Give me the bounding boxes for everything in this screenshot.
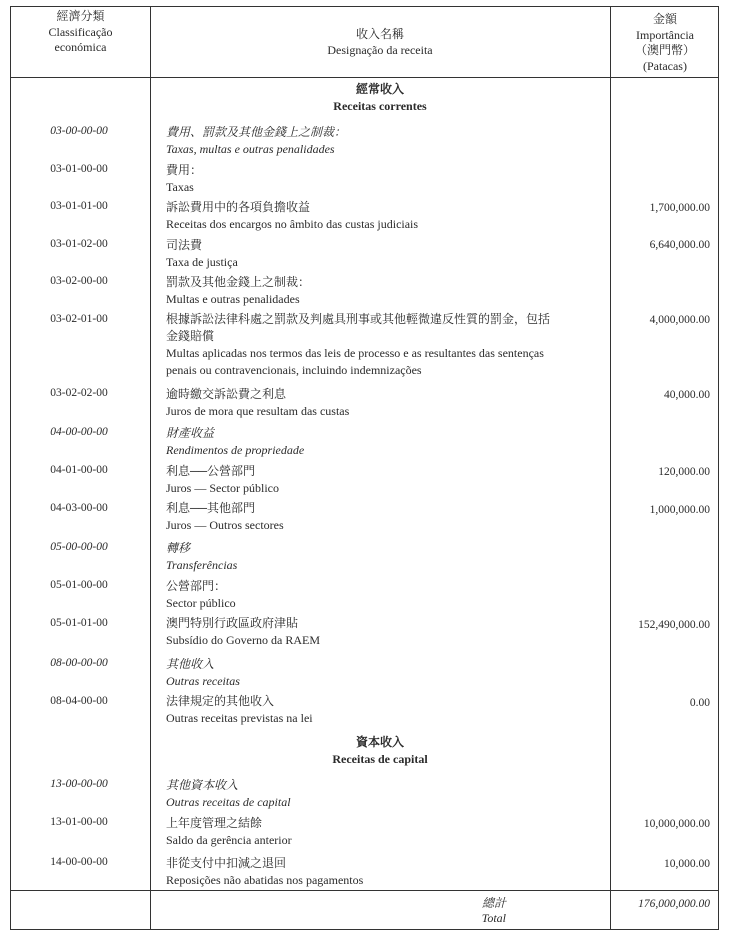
row-code: 05-01-00-00 <box>50 579 108 591</box>
designation-pt: Outras receitas <box>166 674 240 688</box>
row-code: 04-03-00-00 <box>50 502 108 514</box>
total-divider <box>11 890 718 891</box>
section-current-revenue <box>150 81 610 115</box>
row-amount: 10,000,000.00 <box>643 818 710 830</box>
designation-zh: 財產收益 <box>166 426 215 440</box>
section-title-zh: 經常收入 <box>355 82 404 96</box>
designation-zh: 利息──其他部門 <box>166 501 256 515</box>
row-amount: 40,000.00 <box>664 389 710 401</box>
header-designation-zh: 收入名稱 <box>355 27 404 41</box>
row-designation <box>166 124 596 158</box>
designation-zh: 司法費 <box>166 238 203 252</box>
header-amount-unit-zh: （澳門幣） <box>634 43 695 57</box>
header-designation <box>150 27 610 58</box>
row-designation <box>166 500 596 534</box>
row-designation <box>166 855 596 889</box>
row-designation <box>166 815 596 849</box>
row-code: 14-00-00-00 <box>50 856 108 868</box>
row-designation <box>166 386 596 420</box>
designation-zh: 非從支付中扣減之退回 <box>166 856 287 870</box>
row-designation <box>166 199 596 233</box>
column-divider <box>150 7 151 929</box>
row-code: 03-01-01-00 <box>50 200 108 212</box>
revenue-table <box>10 6 719 930</box>
row-amount: 4,000,000.00 <box>649 314 710 326</box>
row-designation <box>166 274 596 308</box>
row-designation <box>166 237 596 271</box>
designation-zh: 金錢賠償 <box>166 329 215 343</box>
designation-pt: Juros de mora que resultam das custas <box>166 404 350 418</box>
column-divider <box>610 7 611 929</box>
designation-pt: Multas aplicadas nos termos das leis de processo e as resultantes das sentenças <box>166 346 544 360</box>
row-designation <box>166 540 596 574</box>
total-amount: 176,000,000.00 <box>638 898 710 910</box>
row-code: 04-01-00-00 <box>50 464 108 476</box>
designation-pt: Taxa de justiça <box>166 255 238 269</box>
designation-pt: Juros — Sector público <box>166 481 279 495</box>
row-code: 04-00-00-00 <box>50 426 108 438</box>
designation-zh: 利息──公營部門 <box>166 464 256 478</box>
row-code: 03-02-00-00 <box>50 275 108 287</box>
row-amount: 1,000,000.00 <box>649 504 710 516</box>
designation-pt: Transferências <box>166 558 238 572</box>
row-code: 03-02-01-00 <box>50 313 108 325</box>
designation-zh: 逾時繳交訴訟費之利息 <box>166 387 287 401</box>
designation-zh: 根據訴訟法律科處之罰款及判處具刑事或其他輕微違反性質的罰金，包括 <box>166 312 551 326</box>
designation-zh: 上年度管理之結餘 <box>166 816 263 830</box>
row-amount: 10,000.00 <box>664 858 710 870</box>
header-divider <box>11 77 718 78</box>
row-amount: 1,700,000.00 <box>649 202 710 214</box>
row-designation <box>166 777 596 811</box>
row-designation <box>166 578 596 612</box>
row-amount: 0.00 <box>689 697 710 709</box>
row-amount: 120,000.00 <box>658 466 710 478</box>
designation-zh: 公營部門： <box>166 579 227 593</box>
row-code: 03-02-02-00 <box>50 387 108 399</box>
header-amount-pt: Importância <box>636 27 694 42</box>
section-title-pt: Receitas de capital <box>332 752 428 766</box>
row-designation <box>166 656 596 690</box>
designation-pt: Sector público <box>166 596 236 610</box>
header-designation-pt: Designação da receita <box>327 42 433 57</box>
total-label-pt: Total <box>481 911 506 925</box>
row-designation <box>166 693 596 727</box>
row-amount: 152,490,000.00 <box>638 619 710 631</box>
designation-zh: 轉移 <box>166 541 191 555</box>
header-classification-pt: Classificação <box>48 24 113 39</box>
row-code: 08-00-00-00 <box>50 657 108 669</box>
row-designation <box>166 162 596 196</box>
header-classification-zh: 經濟分類 <box>56 9 105 23</box>
row-code: 13-00-00-00 <box>50 778 108 790</box>
designation-pt: Rendimentos de propriedade <box>166 443 305 457</box>
designation-zh: 罰款及其他金錢上之制裁： <box>166 275 311 289</box>
designation-zh: 費用、罰款及其他金錢上之制裁： <box>166 125 347 139</box>
designation-pt: Saldo da gerência anterior <box>166 833 292 847</box>
row-amount: 6,640,000.00 <box>649 239 710 251</box>
row-code: 05-01-01-00 <box>50 617 108 629</box>
row-code: 03-01-00-00 <box>50 163 108 175</box>
row-designation <box>166 425 596 459</box>
header-classification-pt: económica <box>54 40 107 54</box>
row-code: 13-01-00-00 <box>50 816 108 828</box>
designation-zh: 法律規定的其他收入 <box>166 694 275 708</box>
designation-pt: Taxas <box>166 180 194 194</box>
designation-zh: 澳門特別行政區政府津貼 <box>166 616 299 630</box>
designation-pt: Receitas dos encargos no âmbito das custas judiciais <box>166 217 419 231</box>
header-classification <box>11 9 150 56</box>
header-amount <box>610 12 720 74</box>
row-code: 05-00-00-00 <box>50 541 108 553</box>
section-title-zh: 資本收入 <box>355 735 404 749</box>
row-code: 08-04-00-00 <box>50 695 108 707</box>
section-capital-revenue <box>150 734 610 768</box>
designation-zh: 訴訟費用中的各項負擔收益 <box>166 200 311 214</box>
row-designation <box>166 463 596 497</box>
designation-pt: Reposições não abatidas nos pagamentos <box>166 873 364 887</box>
designation-zh: 其他資本收入 <box>166 778 239 792</box>
designation-zh: 費用： <box>166 163 203 177</box>
header-amount-unit-pt: (Patacas) <box>643 58 687 73</box>
designation-zh: 其他收入 <box>166 657 215 671</box>
designation-pt: Multas e outras penalidades <box>166 292 300 306</box>
row-designation <box>166 615 596 649</box>
designation-pt: Juros — Outros sectores <box>166 518 284 532</box>
row-code: 03-00-00-00 <box>50 125 108 137</box>
total-label-zh: 總計 <box>481 896 506 910</box>
designation-pt: Subsídio do Governo da RAEM <box>166 633 320 647</box>
row-designation <box>166 311 596 379</box>
row-code: 03-01-02-00 <box>50 238 108 250</box>
designation-pt: penais ou contravencionais, incluindo indemnizações <box>166 363 422 377</box>
designation-pt: Outras receitas previstas na lei <box>166 711 313 725</box>
designation-pt: Outras receitas de capital <box>166 795 291 809</box>
section-title-pt: Receitas correntes <box>333 99 427 113</box>
header-amount-zh: 金額 <box>652 12 677 26</box>
total-label <box>150 896 506 926</box>
designation-pt: Taxas, multas e outras penalidades <box>166 142 335 156</box>
